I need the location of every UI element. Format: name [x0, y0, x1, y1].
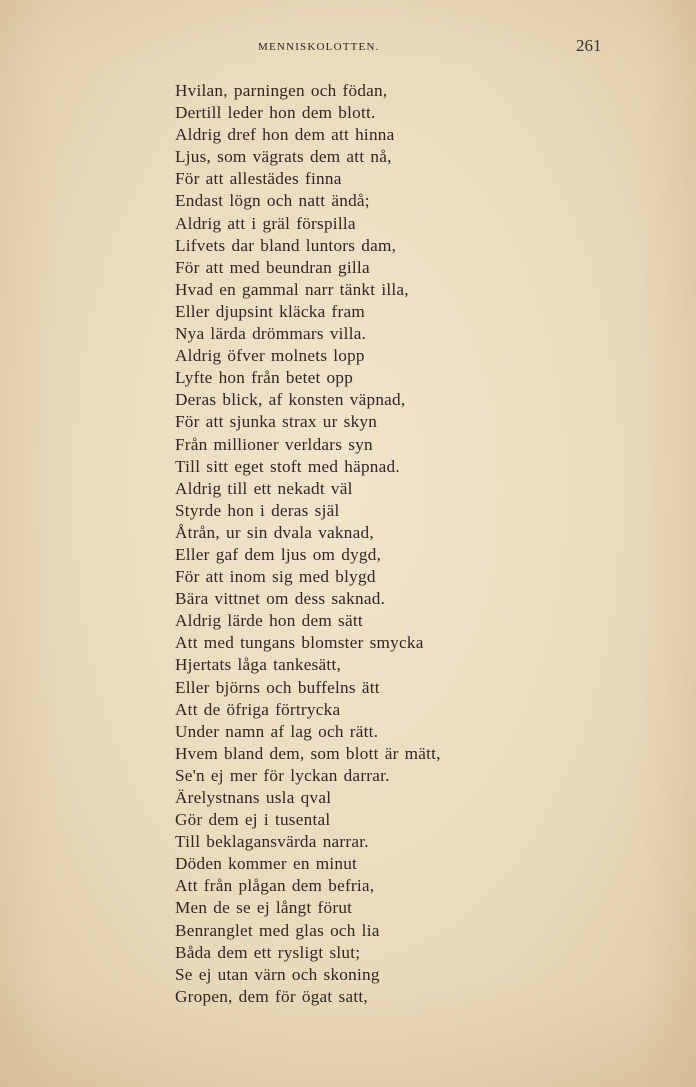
poem-line: Benranglet med glas och lia — [175, 920, 380, 940]
poem-line: Men de se ej långt förut — [175, 898, 353, 918]
poem-line: Endast lögn och natt ändå; — [175, 191, 370, 211]
poem-line: Åtrån, ur sin dvala vaknad, — [175, 522, 374, 542]
poem-line: Hvad en gammal narr tänkt illa, — [175, 279, 409, 299]
poem-line: Aldrig öfver molnets lopp — [175, 346, 365, 366]
poem-line: Hjertats låga tankesätt, — [175, 655, 342, 675]
poem-line: Att de öfriga förtrycka — [175, 699, 341, 719]
poem-line: Dertill leder hon dem blott. — [175, 103, 376, 123]
poem-line: Se'n ej mer för lyckan darrar. — [175, 765, 390, 785]
poem-line: Aldrig till ett nekadt väl — [175, 478, 353, 498]
poem-line: Bära vittnet om dess saknad. — [175, 589, 386, 609]
poem-line: För att allestädes finna — [175, 169, 342, 189]
poem-line: Under namn af lag och rätt. — [175, 721, 379, 741]
poem-line: Se ej utan värn och skoning — [175, 964, 380, 984]
poem-line: Båda dem ett rysligt slut; — [175, 942, 361, 962]
poem-line: Från millioner verldars syn — [175, 434, 373, 454]
poem-line: Till sitt eget stoft med häpnad. — [175, 456, 400, 476]
poem-line: Lifvets dar bland luntors dam, — [175, 235, 397, 255]
poem-line: Nya lärda drömmars villa. — [175, 324, 367, 344]
running-title: MENNISKOLOTTEN. — [258, 41, 380, 53]
poem-line: Hvilan, parningen och födan, — [175, 81, 388, 100]
poem-line: Hvem bland dem, som blott är mätt, — [175, 743, 441, 763]
poem-line: Gör dem ej i tusental — [175, 810, 331, 830]
poem-line: Deras blick, af konsten väpnad, — [175, 390, 406, 410]
poem-line: Ljus, som vägrats dem att nå, — [175, 147, 392, 167]
poem-line: Ärelystnans usla qval — [175, 788, 332, 807]
poem-line: Aldrig dref hon dem att hinna — [175, 125, 395, 145]
poem-line: Eller björns och buffelns ätt — [175, 677, 380, 697]
poem-line: Gropen, dem för ögat satt, — [175, 986, 368, 1006]
poem-line: För att med beundran gilla — [175, 257, 370, 277]
poem-line: Att från plågan dem befria, — [175, 876, 375, 896]
poem-line: Styrde hon i deras själ — [175, 500, 340, 520]
page-number: 261 — [576, 36, 602, 55]
poem-line: Aldrig att i gräl förspilla — [175, 213, 356, 233]
poem-line: Aldrig lärde hon dem sätt — [175, 611, 363, 631]
poem-line: Till beklagansvärda narrar. — [175, 832, 369, 852]
poem-line: Att med tungans blomster smycka — [175, 633, 424, 653]
poem-line: Eller gaf dem ljus om dygd, — [175, 544, 382, 564]
poem-line: Lyfte hon från betet opp — [175, 368, 354, 388]
poem-text — [175, 80, 441, 1008]
running-head — [0, 36, 696, 60]
poem-line: För att inom sig med blygd — [175, 567, 376, 587]
poem-line: Eller djupsint kläcka fram — [175, 301, 365, 321]
poem-line: Döden kommer en minut — [175, 854, 358, 874]
poem-line: För att sjunka strax ur skyn — [175, 412, 378, 432]
